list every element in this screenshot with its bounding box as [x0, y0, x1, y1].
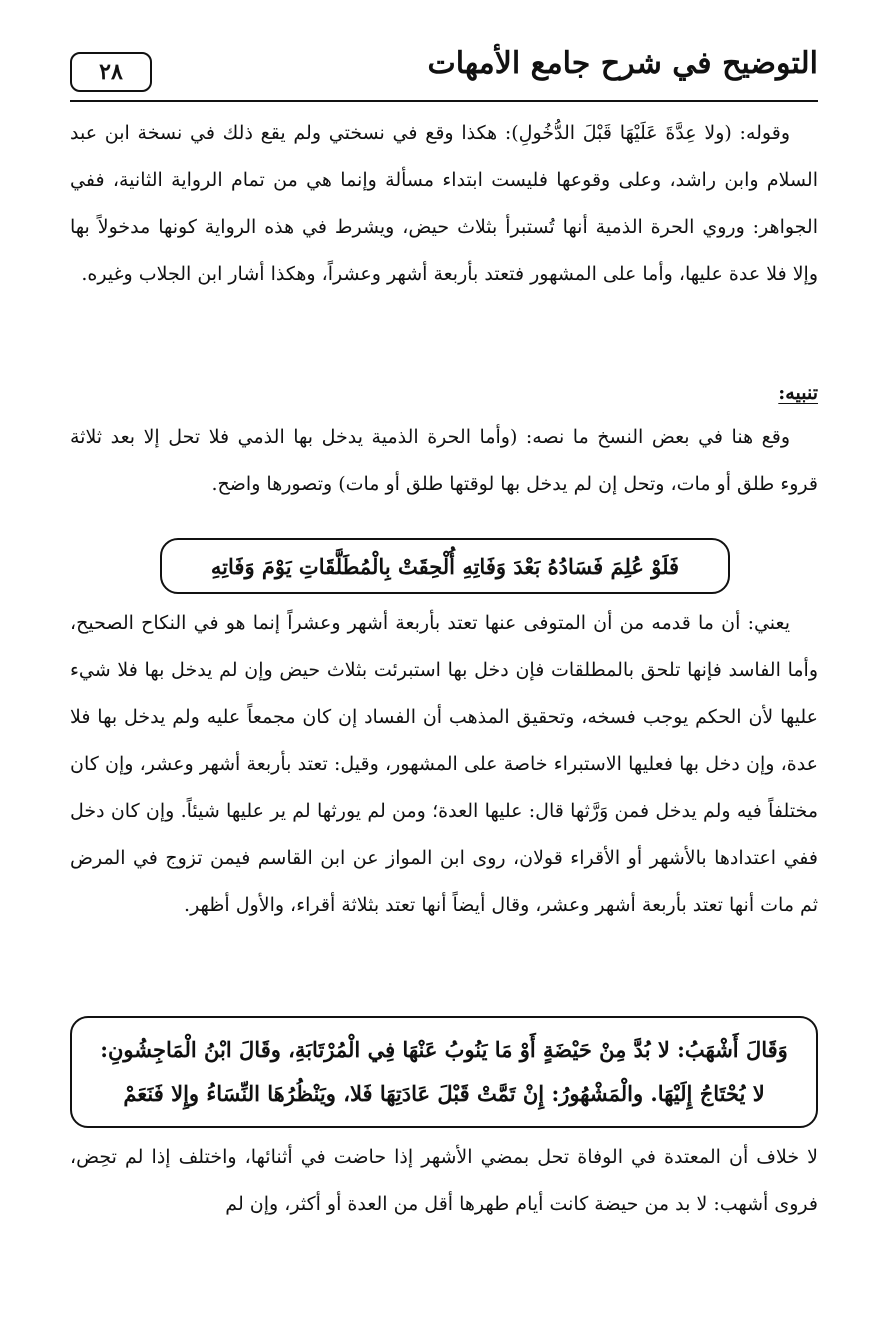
paragraph-2-text: وقع هنا في بعض النسخ ما نصه: (وأما الحرة الذمية يدخل بها الذمي فلا تحل إلا بعد ثلاثة قروء طلق أو مات، وتحل إن لم يدخل بها لوقتها طلق أو مات) وتصورها واضح.: [70, 426, 818, 495]
page-number: ٢٨: [70, 52, 152, 92]
paragraph-2: [70, 414, 818, 508]
paragraph-4: [70, 1134, 818, 1228]
verse-2-line-1: وَقَالَ أَشْهَبُ: لا بُدَّ مِنْ حَيْضَةٍ أَوْ مَا يَنُوبُ عَنْهَا فِي الْمُرْتَابَةِ، وقَالَ ابْنُ الْمَاجِشُونِ:: [100, 1037, 788, 1062]
paragraph-1: [70, 110, 818, 298]
section-heading: تنبيه:: [778, 382, 818, 404]
paragraph-1-text: وقوله: (ولا عِدَّةَ عَلَيْهَا قَبْلَ الدُّخُولِ): هكذا وقع في نسختي ولم يقع ذلك في نسخة ابن عبد السلام وابن راشد، وعلى وقوعها فليست ابتداء مسألة وإنما هي من تمام الرواية الثانية، ففي الجواهر: وروي الحرة الذمية أنها تُستبرأ بثلاث حيض، ويشرط في هذه الرواية كونها مدخولاً بها وإلا فلا عدة عليها، وأما على المشهور فتعتد بأربعة أشهر وعشراً، وهكذا أشار ابن الجلاب وغيره.: [70, 122, 818, 285]
verse-box-1: [160, 538, 730, 594]
page-header: [70, 38, 818, 100]
paragraph-3: [70, 600, 818, 929]
running-title: التوضيح في شرح جامع الأمهات: [427, 46, 818, 81]
paragraph-4-text: لا خلاف أن المعتدة في الوفاة تحل بمضي الأشهر إذا حاضت في أثنائها، واختلف إذا لم تحِض، فروى أشهب: لا بد من حيضة كانت أيام طهرها أقل من العدة أو أكثر، وإن لم: [70, 1146, 818, 1215]
verse-1-text: فَلَوْ عُلِمَ فَسَادُهُ بَعْدَ وَفَاتِهِ أُلْحِقَتْ بِالْمُطَلَّقَاتِ يَوْمَ وَفَاتِهِ: [210, 553, 680, 579]
paragraph-3-text: يعني: أن ما قدمه من أن المتوفى عنها تعتد بأربعة أشهر وعشراً إنما هو في النكاح الصحيح، وأما الفاسد فإنها تلحق بالمطلقات فإن دخل بها استبرئت بثلاث حيض وإن لم يدخل بها فلا شيء عليها لأن الحكم يوجب فسخه، وتحقيق المذهب أن الفساد إن كان مجمعاً عليه ولم يدخل بها فلا عدة، وإن دخل بها فعليها الاستبراء خاصة على المشهور، وقيل: تعتد بأربعة أشهر وعشر، وإن كان مختلفاً فيه ولم يدخل فمن وَرَّثها قال: عليها العدة؛ ومن لم يورثها لم ير عليها شيئاً. وإن كان دخل ففي اعتدادها بالأشهر أو الأقراء قولان، روى ابن المواز عن ابن القاسم فيمن تزوج في المرض ثم مات أنها تعتد بأربعة أشهر وعشر، وقال أيضاً أنها تعتد بثلاثة أقراء، والأول أظهر.: [70, 612, 818, 916]
verse-2-line-2: لا يُحْتَاجُ إِلَيْهَا. والْمَشْهُورُ: إِنْ تَمَّتْ قَبْلَ عَادَتِهَا فَلا، ويَنْظُرُهَا النِّسَاءُ وإِلا فَنَعَمْ: [123, 1081, 765, 1106]
verse-box-2: [70, 1016, 818, 1128]
header-rule: [70, 100, 818, 102]
